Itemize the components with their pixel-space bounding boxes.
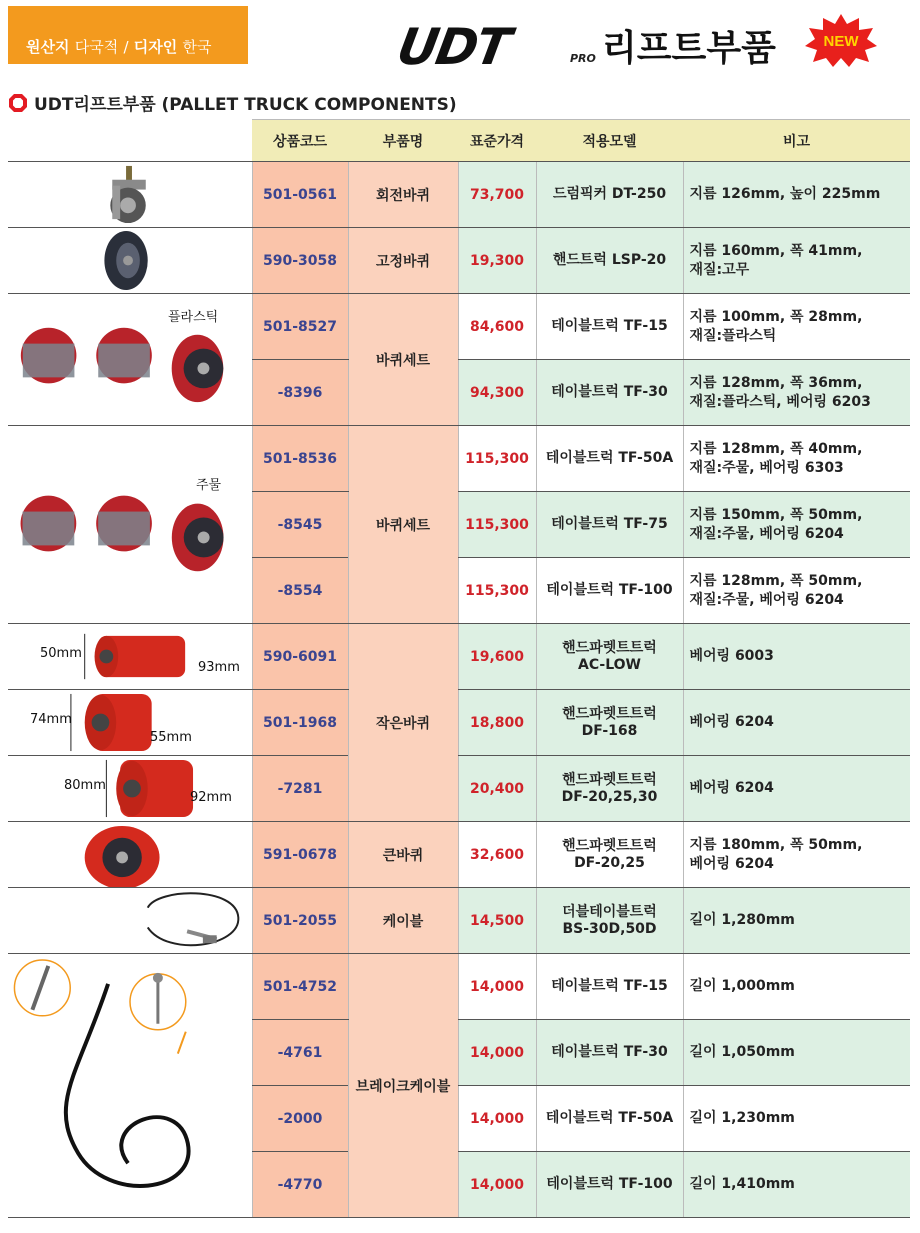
note-cell: 지름 160mm, 폭 41mm, 재질:고무 [683,228,910,294]
model-cell: 테이블트럭 TF-50A [536,1086,683,1152]
dim-55-label: 55mm [150,730,192,745]
table-row [8,954,910,1020]
logo-pro: PRO [570,52,596,65]
new-badge-text: NEW [823,33,859,50]
part-cell: 작은바퀴 [348,624,458,822]
code-cell: 501-8536 [252,426,348,492]
part-cell: 바퀴세트 [348,294,458,426]
model-cell: 테이블트럭 TF-15 [536,294,683,360]
part-cell: 고정바퀴 [348,228,458,294]
parts-table [8,119,910,1218]
swivel-caster-icon [8,162,252,227]
cable-icon [8,888,252,953]
code-cell: -4761 [252,1020,348,1086]
note-cell: 지름 126mm, 높이 225mm [683,162,910,228]
table-header [8,120,910,162]
code-cell: 590-6091 [252,624,348,690]
price-cell: 14,000 [458,1020,536,1086]
model-cell: 핸드파렛트트럭 DF-20,25,30 [536,756,683,822]
rubber-wheel-icon [8,228,252,293]
col-part: 부품명 [348,120,458,162]
dim-92-label: 92mm [190,790,232,805]
col-price: 표준가격 [458,120,536,162]
dim-93-label: 93mm [198,660,240,675]
note-cell: 길이 1,410mm [683,1152,910,1218]
model-cell: 테이블트럭 TF-100 [536,1152,683,1218]
model-cell: 테이블트럭 TF-50A [536,426,683,492]
price-cell: 20,400 [458,756,536,822]
code-cell: 591-0678 [252,822,348,888]
price-cell: 19,600 [458,624,536,690]
brake-cable-icon [8,954,252,1217]
part-cell: 회전바퀴 [348,162,458,228]
design-value: 한국 [182,38,212,56]
small-wheel-icon [8,756,252,821]
code-cell: 501-0561 [252,162,348,228]
table-row [8,162,910,228]
table-row [8,888,910,954]
note-cell: 지름 128mm, 폭 40mm, 재질:주물, 베어링 6303 [683,426,910,492]
price-cell: 115,300 [458,492,536,558]
col-model: 적용모델 [536,120,683,162]
part-cell: 바퀴세트 [348,426,458,624]
note-cell: 지름 128mm, 폭 36mm, 재질:플라스틱, 베어링 6203 [683,360,910,426]
part-cell: 브레이크케이블 [348,954,458,1218]
note-cell: 길이 1,050mm [683,1020,910,1086]
new-badge-icon [803,12,879,68]
dim-80-label: 80mm [64,778,106,793]
table-row [8,426,910,492]
price-cell: 18,800 [458,690,536,756]
caster-swivel-image [8,162,252,228]
note-cell: 지름 150mm, 폭 50mm, 재질:주물, 베어링 6204 [683,492,910,558]
wheel-set-plastic-image [8,294,252,426]
small-wheel-3-image [8,756,252,822]
note-cell: 길이 1,280mm [683,888,910,954]
table-row [8,756,910,822]
code-cell: -4770 [252,1152,348,1218]
model-cell: 핸드파렛트트럭 DF-168 [536,690,683,756]
model-cell: 핸드트럭 LSP-20 [536,228,683,294]
table-row [8,624,910,690]
brake-cable-image [8,954,252,1218]
table-row [8,822,910,888]
price-cell: 94,300 [458,360,536,426]
note-cell: 베어링 6204 [683,756,910,822]
table-row [8,228,910,294]
model-cell: 테이블트럭 TF-30 [536,1020,683,1086]
image-column-header [8,120,252,162]
col-code: 상품코드 [252,120,348,162]
udt-logo: UDT [392,18,514,76]
code-cell: 501-8527 [252,294,348,360]
model-cell: 더블테이블트럭 BS-30D,50D [536,888,683,954]
model-cell: 테이블트럭 TF-100 [536,558,683,624]
origin-banner [8,6,248,64]
price-cell: 84,600 [458,294,536,360]
cast-wheel-set-icon [8,426,252,623]
note-cell: 지름 128mm, 폭 50mm, 재질:주물, 베어링 6204 [683,558,910,624]
wheel-set-cast-image [8,426,252,624]
price-cell: 115,300 [458,558,536,624]
price-cell: 115,300 [458,426,536,492]
design-label: 디자인 [133,38,178,56]
model-cell: 드럼픽커 DT-250 [536,162,683,228]
model-cell: 핸드파렛트트럭 DF-20,25 [536,822,683,888]
price-cell: 14,500 [458,888,536,954]
page-title: 리프트부품 [602,28,776,69]
col-note: 비고 [683,120,910,162]
origin-label: 원산지 [26,38,70,56]
code-cell: -2000 [252,1086,348,1152]
price-cell: 14,000 [458,954,536,1020]
note-cell: 지름 100mm, 폭 28mm, 재질:플라스틱 [683,294,910,360]
section-heading [8,90,457,115]
big-wheel-icon [8,822,252,887]
price-cell: 19,300 [458,228,536,294]
section-title: UDT리프트부품 (PALLET TRUCK COMPONENTS) [34,95,457,115]
code-cell: 590-3058 [252,228,348,294]
code-cell: -7281 [252,756,348,822]
price-cell: 73,700 [458,162,536,228]
code-cell: -8545 [252,492,348,558]
cable-image [8,888,252,954]
code-cell: -8396 [252,360,348,426]
part-cell: 케이블 [348,888,458,954]
table-row [8,690,910,756]
note-cell: 지름 180mm, 폭 50mm, 베어링 6204 [683,822,910,888]
code-cell: 501-1968 [252,690,348,756]
model-cell: 테이블트럭 TF-75 [536,492,683,558]
price-cell: 14,000 [458,1152,536,1218]
origin-value: 다국적 [74,38,119,56]
small-wheel-1-image [8,624,252,690]
code-cell: 501-2055 [252,888,348,954]
code-cell: -8554 [252,558,348,624]
octagon-icon [8,93,28,113]
model-cell: 테이블트럭 TF-15 [536,954,683,1020]
price-cell: 32,600 [458,822,536,888]
note-cell: 베어링 6003 [683,624,910,690]
part-cell: 큰바퀴 [348,822,458,888]
code-cell: 501-4752 [252,954,348,1020]
price-cell: 14,000 [458,1086,536,1152]
note-cell: 길이 1,230mm [683,1086,910,1152]
dim-50-label: 50mm [40,646,82,661]
cast-label: 주물 [196,478,222,493]
big-wheel-image [8,822,252,888]
table-row [8,294,910,360]
note-cell: 길이 1,000mm [683,954,910,1020]
model-cell: 핸드파렛트트럭 AC-LOW [536,624,683,690]
plastic-label: 플라스틱 [168,310,219,325]
dim-74-label: 74mm [30,712,72,727]
origin-separator: / [123,38,129,56]
fixed-wheel-image [8,228,252,294]
note-cell: 베어링 6204 [683,690,910,756]
small-wheel-2-image [8,690,252,756]
model-cell: 테이블트럭 TF-30 [536,360,683,426]
